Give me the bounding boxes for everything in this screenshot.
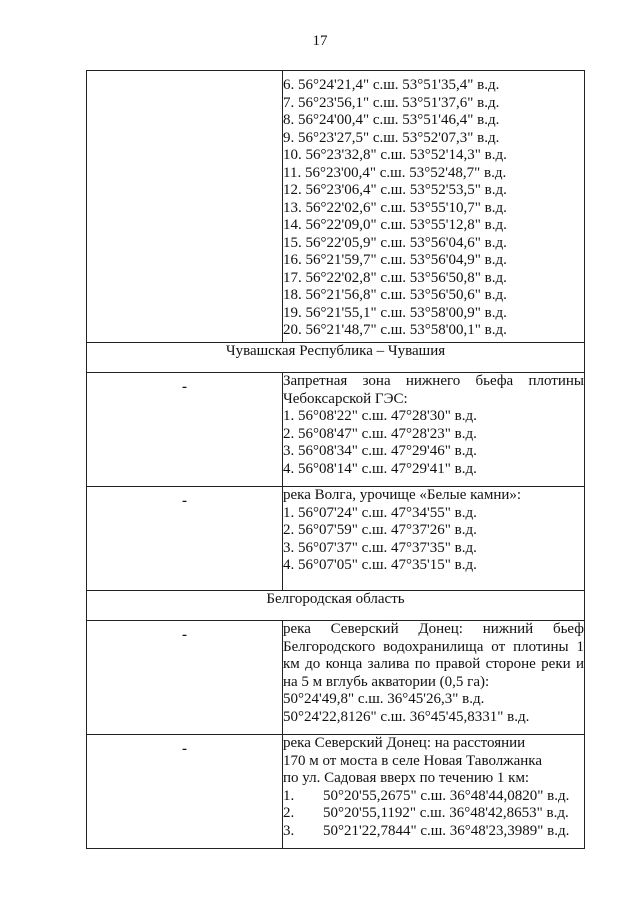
zone-description-line: 170 м от моста в селе Новая Таволжанка — [283, 752, 542, 769]
coordinate-line: 1. 56°08'22" с.ш. 47°28'30" в.д. — [283, 408, 477, 424]
coordinate-line: 6. 56°24'21,4" с.ш. 53°51'35,4" в.д. — [283, 77, 500, 93]
page-number: 17 — [312, 33, 328, 49]
table-row — [87, 487, 585, 591]
table-row — [87, 621, 585, 735]
zone-description-line: по ул. Садовая вверх по течению 1 км: — [283, 770, 530, 786]
zone-description: река Волга, урочище «Белые камни»: — [283, 487, 522, 503]
table-row — [87, 373, 585, 487]
coordinate-value: 50°20'55,2675" с.ш. 36°48'44,0820" в.д. — [323, 787, 570, 804]
table-cell-dash — [87, 621, 283, 735]
coordinate-list-cell — [283, 71, 585, 343]
protected-zones-table — [86, 70, 585, 849]
coordinate-line: 9. 56°23'27,5" с.ш. 53°52'07,3" в.д. — [283, 129, 500, 146]
coordinate-number: 2. — [283, 805, 295, 821]
coordinate-line: 1. 56°07'24" с.ш. 47°34'55" в.д. — [283, 504, 477, 521]
zone-description-cell — [283, 621, 585, 735]
table-row — [87, 735, 585, 849]
dash-marker: - — [182, 493, 187, 509]
coordinate-line: 4. 56°08'14" с.ш. 47°29'41" в.д. — [283, 460, 477, 477]
coordinate-line: 3. 56°08'34" с.ш. 47°29'46" в.д. — [283, 443, 477, 459]
coordinate-value: 50°21'22,7844" с.ш. 36°48'23,3989" в.д. — [323, 822, 570, 839]
coordinate-line: 15. 56°22'05,9" с.ш. 53°56'04,6" в.д. — [283, 234, 507, 251]
table-row — [87, 71, 585, 343]
table-cell-dash — [87, 735, 283, 849]
coordinate-line: 7. 56°23'56,1" с.ш. 53°51'37,6" в.д. — [283, 94, 500, 111]
coordinate-line: 17. 56°22'02,8" с.ш. 53°56'50,8" в.д. — [283, 269, 507, 286]
coordinate-line: 3. 56°07'37" с.ш. 47°37'35" в.д. — [283, 539, 477, 556]
table-cell-dash — [87, 373, 283, 487]
region-heading-chuvashia: Чувашская Республика – Чувашия — [87, 343, 585, 373]
zone-description: река Северский Донец: нижний бьеф Белгородского водохранилища от плотины 1 км до конца залива по правой стороне реки и на 5 м вглубь акватории (0,5 га): — [283, 621, 584, 690]
region-row — [87, 343, 585, 373]
dash-marker: - — [182, 379, 187, 395]
zone-description: Запретная зона нижнего бьефа плотины Чебоксарской ГЭС: — [283, 373, 584, 407]
coordinate-line: 13. 56°22'02,6" с.ш. 53°55'10,7" в.д. — [283, 199, 507, 216]
region-row — [87, 591, 585, 621]
zone-description-cell — [283, 373, 585, 487]
coordinate-line: 14. 56°22'09,0" с.ш. 53°55'12,8" в.д. — [283, 217, 507, 233]
coordinate-line: 19. 56°21'55,1" с.ш. 53°58'00,9" в.д. — [283, 304, 507, 321]
coordinate-number: 1. — [283, 787, 295, 804]
coordinate-line: 18. 56°21'56,8" с.ш. 53°56'50,6" в.д. — [283, 287, 507, 303]
table-cell-empty — [87, 71, 283, 343]
numbered-coordinate — [283, 805, 584, 823]
coordinate-value: 50°20'55,1192" с.ш. 36°48'42,8653" в.д. — [323, 805, 569, 821]
coordinate-line: 20. 56°21'48,7" с.ш. 53°58'00,1" в.д. — [283, 322, 507, 338]
coordinate-line: 8. 56°24'00,4" с.ш. 53°51'46,4" в.д. — [283, 112, 500, 128]
coordinate-number: 3. — [283, 822, 295, 839]
dash-marker: - — [182, 741, 187, 757]
zone-description-cell — [283, 487, 585, 591]
numbered-coordinate — [283, 823, 584, 841]
coordinate-line: 10. 56°23'32,8" с.ш. 53°52'14,3" в.д. — [283, 147, 507, 163]
coordinate-line: 12. 56°23'06,4" с.ш. 53°52'53,5" в.д. — [283, 182, 507, 198]
zone-description-cell — [283, 735, 585, 849]
coordinate-line: 2. 56°08'47" с.ш. 47°28'23" в.д. — [283, 425, 477, 442]
coordinate-line: 50°24'49,8" с.ш. 36°45'26,3" в.д. — [283, 691, 485, 707]
coordinate-line: 2. 56°07'59" с.ш. 47°37'26" в.д. — [283, 522, 477, 538]
coordinate-line: 16. 56°21'59,7" с.ш. 53°56'04,9" в.д. — [283, 252, 507, 268]
dash-marker: - — [182, 627, 187, 643]
zone-description-line: река Северский Донец: на расстоянии — [283, 735, 526, 751]
coordinate-line: 11. 56°23'00,4" с.ш. 53°52'48,7" в.д. — [283, 164, 507, 181]
coordinate-line: 4. 56°07'05" с.ш. 47°35'15" в.д. — [283, 557, 477, 573]
numbered-coordinate — [283, 788, 584, 806]
coordinate-line: 50°24'22,8126" с.ш. 36°45'45,8331" в.д. — [283, 708, 530, 725]
region-heading-belgorod: Белгородская область — [87, 591, 585, 621]
table-cell-dash — [87, 487, 283, 591]
